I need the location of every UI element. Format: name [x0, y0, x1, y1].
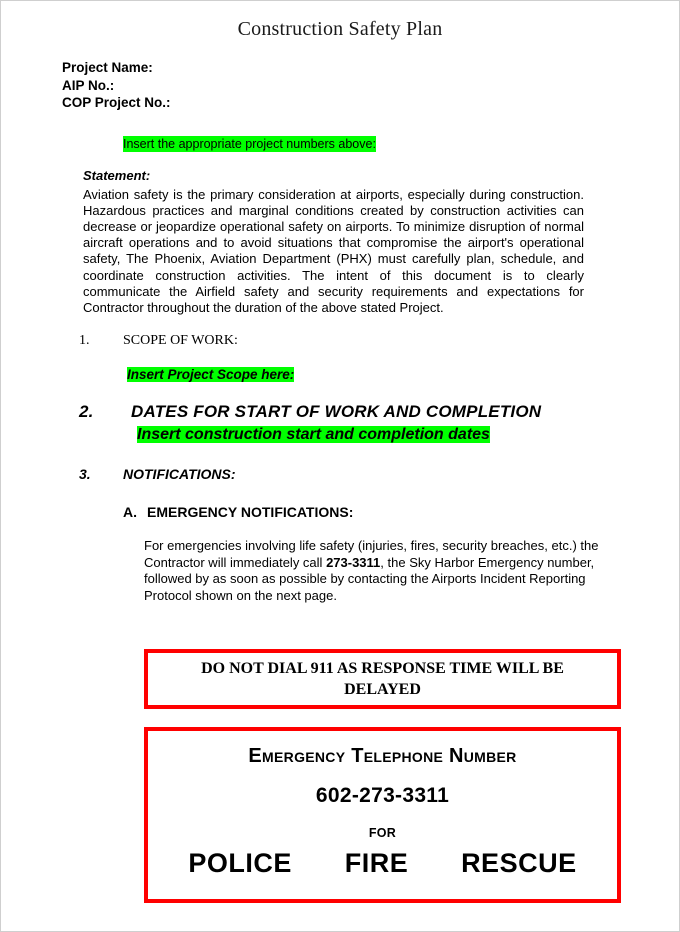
project-fields-block	[1, 59, 679, 112]
section-2-dates	[1, 402, 679, 422]
section-1-scope-of-work	[1, 333, 679, 349]
project-name-label: Project Name:	[62, 60, 153, 75]
section-3-notifications	[1, 466, 679, 482]
statement-body: Aviation safety is the primary consideration at airports, especially during construction. Hazardous practices and marginal conditions created by construction activities can decrease or jeopardize operational safety on airports. To minimize disruption of normal aircraft operations and to avoid situations that compromise the airport's operational safety, The Phoenix, Aviation Department (PHX) must carefully plan, schedule, and coordinate construction activities. The intent of this document is to clearly communicate the Airfield safety and security requirements and expectations for Contractor throughout the duration of the above stated Project.	[83, 186, 584, 315]
subsection-a-letter: A.	[123, 504, 137, 521]
service-fire: FIRE	[344, 848, 409, 878]
service-rescue: RESCUE	[461, 848, 577, 878]
page-title: Construction Safety Plan	[237, 18, 443, 40]
do-not-dial-911-box	[144, 649, 621, 709]
aip-no-label: AIP No.:	[62, 77, 115, 93]
insert-project-numbers-note	[1, 137, 679, 151]
do-not-dial-911-text: DO NOT DIAL 911 AS RESPONSE TIME WILL BE DELAYED	[201, 660, 564, 698]
section-1-heading: SCOPE OF WORK:	[123, 333, 238, 349]
section-2-heading: DATES FOR START OF WORK AND COMPLETION	[131, 402, 542, 422]
emergency-telephone-number: 602-273-3311	[315, 784, 450, 807]
insert-project-scope-note	[1, 367, 679, 382]
subsection-a-emergency-notifications	[1, 504, 679, 520]
emergency-body-part2: , the Sky Harbor Emergency number, followed by as soon as possible by contacting the Airports Incident Reporting Protocol shown on the next page.	[144, 554, 595, 603]
insert-project-scope-highlight: Insert Project Scope here:	[127, 367, 295, 383]
section-3-heading: NOTIFICATIONS:	[123, 466, 236, 483]
section-1-number: 1.	[79, 333, 90, 349]
emergency-notifications-body	[1, 538, 679, 604]
emergency-inline-phone: 273-3311	[326, 554, 381, 570]
section-2-number: 2.	[79, 402, 94, 422]
insert-dates-highlight: Insert construction start and completion dates	[137, 426, 490, 444]
insert-project-numbers-highlight: Insert the appropriate project numbers above:	[123, 136, 376, 151]
subsection-a-heading: EMERGENCY NOTIFICATIONS:	[147, 504, 354, 521]
service-police: POLICE	[188, 848, 292, 878]
emergency-for-label: FOR	[368, 826, 397, 840]
cop-project-no-label: COP Project No.:	[62, 95, 171, 110]
emergency-telephone-box	[144, 727, 621, 903]
emergency-body-part1: For emergencies involving life safety (injuries, fires, security breaches, etc.) the Contractor will immediately call	[144, 538, 599, 570]
emergency-services-row	[148, 848, 617, 879]
section-3-number: 3.	[79, 466, 91, 483]
statement-label: Statement:	[83, 167, 151, 183]
insert-dates-note	[1, 426, 679, 444]
emergency-telephone-heading: Emergency Telephone Number	[248, 745, 517, 767]
